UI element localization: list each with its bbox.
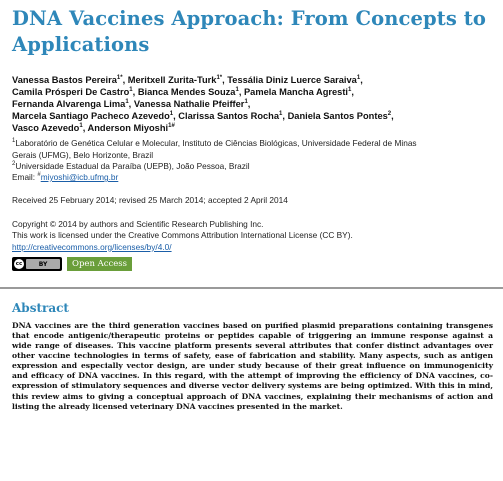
author-sup: 1 — [125, 99, 129, 106]
license-line: This work is licensed under the Creative Commons Attribution International License (CC BY). — [12, 230, 353, 241]
author-sup: 1 — [129, 87, 133, 93]
author-name: Vanessa Nathalie Pfeiffer — [133, 99, 245, 110]
abstract-heading: Abstract — [12, 300, 69, 315]
author-name: Vasco Azevedo — [12, 123, 80, 134]
email-sup: # — [37, 172, 41, 179]
author-sup: 1 — [169, 111, 174, 118]
author-name: Camila Prósperi De Castro — [12, 87, 130, 98]
author-sup: 1 — [244, 99, 248, 106]
author-sup: 1* — [216, 74, 223, 81]
author-name: Meritxell Zurita-Turk — [127, 75, 217, 85]
cc-by-badge[interactable] — [12, 257, 62, 271]
author-name: Tessália Diniz Luerce Saraiva — [227, 75, 357, 85]
title-line-2: Applications — [12, 33, 150, 56]
author-name: Marcela Santiago Pacheco Azevedo — [12, 111, 170, 122]
email-label: Email: — [12, 172, 38, 183]
email-line — [12, 172, 493, 183]
license-url-link[interactable]: http://creativecommons.org/licenses/by/4.0/ — [12, 241, 172, 252]
affiliation-1 — [12, 138, 493, 149]
author-name: Clarissa Santos Rocha — [178, 111, 280, 122]
paper-title — [12, 6, 493, 58]
email-link[interactable]: miyoshi@icb.ufmg.br — [40, 172, 119, 183]
author-name: Daniela Santos Pontes — [287, 111, 388, 122]
received-dates: Received 25 February 2014; revised 25 March 2014; accepted 2 April 2014 — [12, 195, 288, 206]
affiliation-sup: 2 — [12, 161, 16, 168]
creative-commons-icon: cc — [15, 261, 23, 268]
author-name: Pamela Mancha Agresti — [243, 87, 349, 98]
by-attribution-icon: BY — [26, 259, 60, 269]
affiliations — [12, 138, 493, 183]
author-name: Fernanda Alvarenga Lima — [12, 99, 126, 110]
author-sup: 1 — [79, 123, 83, 130]
affiliation-text: Universidade Estadual da Paraíba (UEPB), João Pessoa, Brazil — [15, 160, 250, 171]
author-sup: 1# — [168, 123, 175, 130]
copyright-block — [12, 219, 493, 253]
author-sup: 2 — [387, 111, 392, 118]
author-sup: 1 — [279, 111, 283, 118]
license-badges — [12, 257, 493, 272]
affiliation-2 — [12, 161, 493, 172]
author-line: Fernanda Alvarenga Lima$^1$, Vanessa Nathalie Pfeiffer$^1$, — [12, 99, 251, 110]
copyright-line: Copyright © 2014 by authors and Scientific Research Publishing Inc. — [12, 219, 264, 230]
author-sup: 1* — [116, 74, 123, 81]
author-name: Vanessa Bastos Pereira — [12, 75, 117, 85]
author-line: Vanessa Bastos Pereira$^{1*}$, Meritxell Zurita-Turk$^{1*}$, Tessália Diniz Luerce Saraiva$^1$, — [12, 74, 363, 85]
author-sup: 1 — [356, 74, 361, 81]
abstract-body: DNA vaccines are the third generation vaccines based on purified plasmid preparations containing transgenes that encode antigenic/therapeutic proteins or peptides capable of triggering an immune response against a wide range of diseases. This vaccine platform presents several attributes that confer distinct advantages over other vaccine technologies in terms of safety, ease of fabrication and stability. Many aspects, such as antigen expression and especially vector design, are under study because of their great influence on immunogenicity and efficacy of DNA vaccines. In this regard, with the attempt of improving the efficiency of DNA vaccines, co-expression of stimulatory sequences and diverse vector delivery systems are being optimized. With this in mind, this review aims to giving a conceptual approach of DNA vaccines, explaining their mechanisms of action and listing the already licensed veterinary DNA vaccines presented in the market. — [12, 320, 493, 411]
affiliation-text: Laboratório de Genética Celular e Molecular, Instituto de Ciências Biológicas, Universidade Federal de Minas — [15, 138, 417, 149]
author-sup: 1 — [235, 87, 239, 93]
affiliation-sup: 1 — [12, 138, 16, 145]
section-divider — [0, 287, 503, 289]
author-name: Anderson Miyoshi — [87, 123, 169, 134]
author-line: Marcela Santiago Pacheco Azevedo$^1$, Clarissa Santos Rocha$^1$, Daniela Santos Pontes$^2$, — [12, 111, 394, 122]
author-sup: 1 — [348, 87, 352, 93]
author-list — [12, 74, 493, 134]
author-line: Camila Prósperi De Castro$^1$, Bianca Mendes Souza$^1$, Pamela Mancha Agresti$^1$, — [12, 87, 354, 98]
author-line: Vasco Azevedo$^1$, Anderson Miyoshi$^{1\#}$ — [12, 123, 175, 134]
author-name: Bianca Mendes Souza — [137, 87, 236, 98]
title-line-1: DNA Vaccines Approach: From Concepts to — [12, 7, 486, 30]
affiliation-1-cont: Gerais (UFMG), Belo Horizonte, Brazil — [12, 149, 154, 160]
open-access-badge[interactable]: Open Access — [67, 257, 132, 271]
